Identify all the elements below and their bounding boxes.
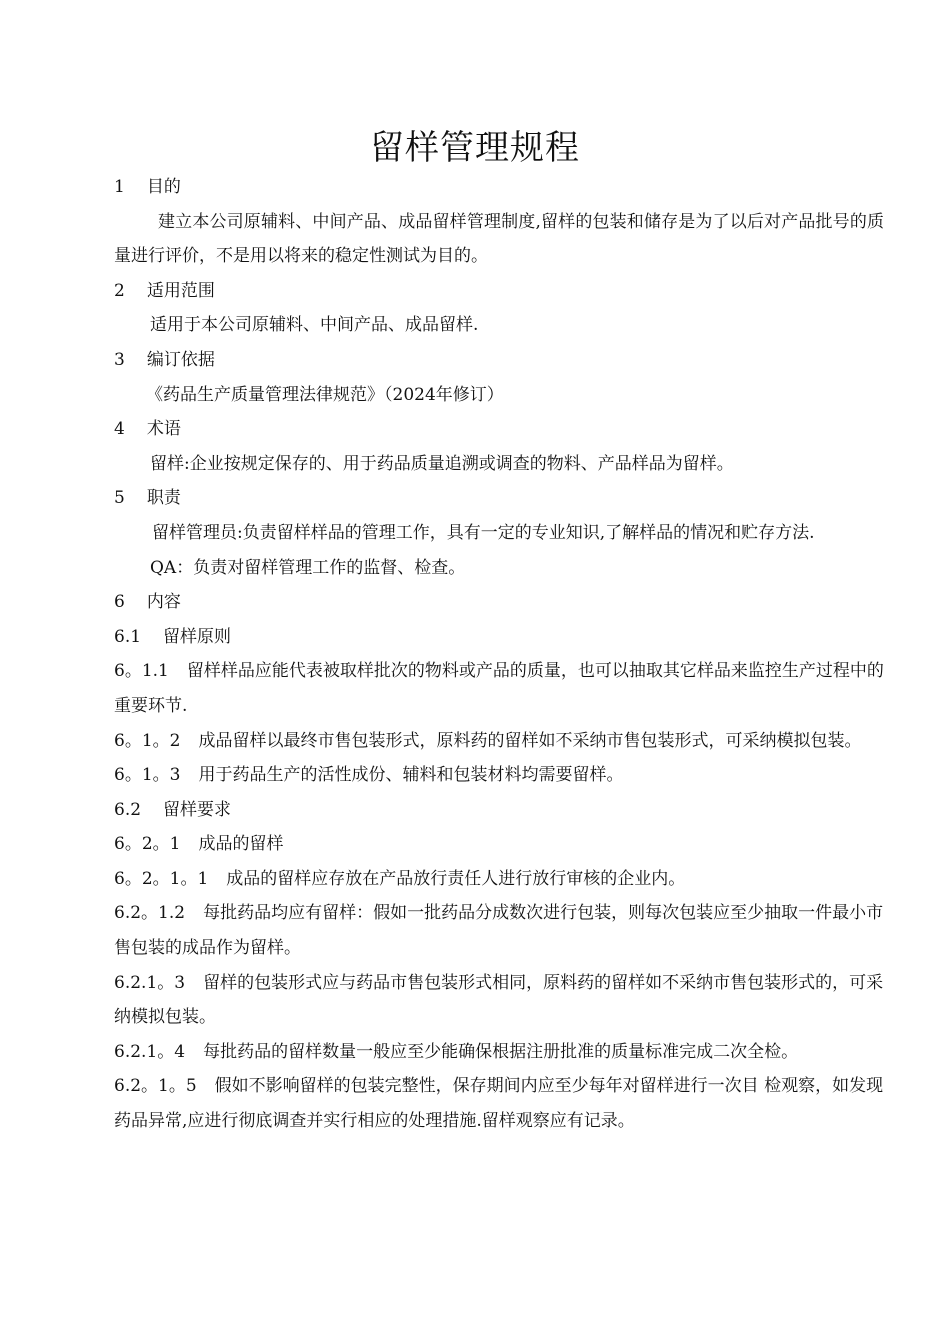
- clause-text: 成品留样以最终市售包装形式，原料药的留样如不采纳市售包装形式，可采纳模拟包装。: [198, 730, 862, 751]
- clause-number: 6.2.1。4: [114, 1041, 186, 1062]
- clause-text: 每批药品均应有留样：假如一批药品分成数次进行包装，则每次包装应至少抽取一件最小市售包装的成品作为留样。: [114, 903, 884, 959]
- section-title: 内容: [146, 592, 181, 613]
- section-number: 4: [114, 419, 125, 440]
- clause-number: 6.2.1。3: [114, 972, 186, 993]
- clause-number: 6.2。1.2: [114, 903, 186, 924]
- section-4-heading: [114, 412, 884, 447]
- section-5-body-2: QA：负责对留样管理工作的监督、检查。: [150, 557, 466, 578]
- section-3-body: 《药品生产质量管理法律规范》（2024年修订）: [146, 384, 504, 405]
- clause-number: 6。1。2: [114, 730, 181, 751]
- document-title: 留样管理规程: [370, 128, 580, 168]
- clause-text: 每批药品的留样数量一般应至少能确保根据注册批准的质量标准完成二次全检。: [203, 1041, 799, 1062]
- clause-6-2-1: [114, 827, 884, 862]
- clause-number: 6。2。1。1: [114, 868, 209, 889]
- clause-number: 6。1。3: [114, 765, 181, 786]
- clause-number: 6。1.1: [114, 661, 169, 682]
- section-6-heading: [114, 585, 884, 620]
- document-body: [114, 170, 884, 1139]
- section-title: 目的: [146, 177, 181, 197]
- section-2-body: 适用于本公司原辅料、中间产品、成品留样.: [150, 315, 479, 336]
- clause-title: 成品的留样: [198, 834, 284, 855]
- section-number: 6.2: [114, 799, 142, 820]
- section-1-heading: [114, 170, 884, 205]
- section-title: 术语: [146, 419, 181, 440]
- section-title: 留样要求: [163, 799, 232, 820]
- clause-6-1-3: [114, 758, 884, 793]
- section-title: 适用范围: [146, 280, 215, 301]
- clause-6-2-1-4: [114, 1035, 884, 1070]
- section-4-body: 留样:企业按规定保存的、用于药品质量追溯或调查的物料、产品样品为留样。: [150, 453, 734, 474]
- section-2-heading: [114, 274, 884, 309]
- section-title: 职责: [146, 488, 181, 509]
- clause-number: 6.2。1。5: [114, 1076, 197, 1097]
- clause-text: 留样样品应能代表被取样批次的物料或产品的质量，也可以抽取其它样品来监控生产过程中的重要环节.: [114, 661, 884, 716]
- section-6-1-heading: [114, 620, 884, 655]
- section-5-body-1: 留样管理员:负责留样样品的管理工作，具有一定的专业知识,了解样品的情况和贮存方法.: [152, 522, 815, 543]
- section-title: 留样原则: [163, 626, 232, 647]
- clause-6-2-1-5: [114, 1069, 884, 1138]
- section-3-heading: [114, 343, 884, 378]
- clause-6-1-2: [114, 724, 884, 759]
- clause-text: 假如不影响留样的包装完整性，保存期间内应至少每年对留样进行一次目 检观察，如发现药品异常,应进行彻底调查并实行相应的处理措施.留样观察应有记录。: [114, 1076, 884, 1132]
- section-number: 6.1: [114, 626, 142, 647]
- section-number: 2: [114, 280, 125, 301]
- clause-6-2-1-3: [114, 966, 884, 1035]
- clause-text: 成品的留样应存放在产品放行责任人进行放行审核的企业内。: [226, 868, 686, 889]
- clause-6-2-1-1: [114, 862, 884, 897]
- section-1-body: 建立本公司原辅料、中间产品、成品留样管理制度,留样的包装和储存是为了以后对产品批号的质量进行评价，不是用以将来的稳定性测试为目的。: [114, 211, 884, 267]
- clause-text: 留样的包装形式应与药品市售包装形式相同，原料药的留样如不采纳市售包装形式的，可采纳模拟包装。: [114, 972, 884, 1028]
- clause-text: 用于药品生产的活性成份、辅料和包装材料均需要留样。: [198, 765, 624, 786]
- section-number: 1: [114, 177, 125, 197]
- section-5-heading: [114, 481, 884, 516]
- section-title: 编订依据: [146, 349, 215, 370]
- section-number: 3: [114, 349, 125, 370]
- clause-number: 6。2。1: [114, 834, 181, 855]
- clause-6-2-1-2: [114, 896, 884, 965]
- clause-6-1-1: [114, 654, 884, 723]
- section-6-2-heading: [114, 793, 884, 828]
- section-number: 5: [114, 488, 125, 509]
- section-number: 6: [114, 592, 125, 613]
